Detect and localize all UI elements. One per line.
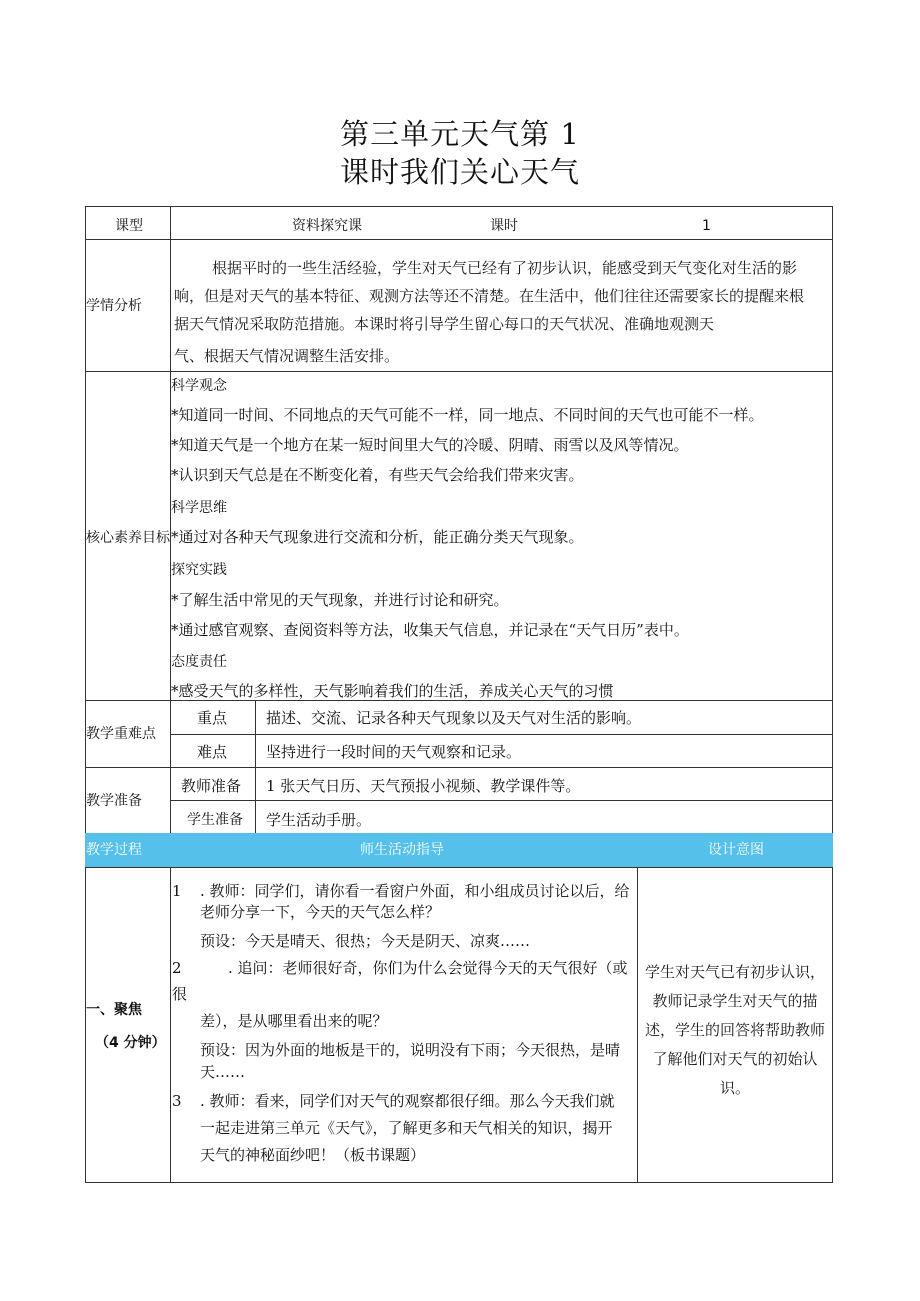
step-text: 天气的神秘面纱吧！（板书课题） [200, 1146, 426, 1164]
goal-item: *了解生活中常见的天气现象，并进行讨论和研究。 [171, 591, 509, 609]
intent-line: 识。 [719, 1079, 750, 1097]
analysis-line: 据天气情况采取防范措施。本课时将引导学生留心每口的天气状况、准确地观测天 [174, 315, 715, 333]
student-prep-text: 学生活动手册。 [266, 811, 372, 829]
lesson-type-value: 资料探究课 [292, 218, 362, 234]
step-preset: 预设：今天是晴天、很热；今天是阴天、凉爽…… [200, 932, 531, 950]
step-preset: 预设：因为外面的地板是干的，说明没有下雨；今天很热，是晴 [200, 1041, 621, 1059]
page-title-line-2: 课时我们关心天气 [339, 155, 580, 189]
stage-duration: （4 分钟） [95, 1035, 166, 1051]
analysis-line: 根据平时的一些生活经验，学生对天气已经有了初步认识，能感受到天气变化对生活的影 [212, 259, 798, 277]
stage-name: 一、聚焦 [86, 1002, 142, 1018]
goal-item: *认识到天气总是在不断变化着，有些天气会给我们带来灾害。 [171, 466, 584, 484]
step-number: 1 [172, 882, 182, 900]
step-preset: 天…… [200, 1063, 246, 1081]
key-points-label: 教学重难点 [86, 726, 156, 742]
process-header-intent: 设计意图 [708, 842, 764, 858]
intent-line: 了解他们对天气的初始认 [652, 1050, 818, 1068]
lesson-period-label: 课时 [490, 218, 518, 234]
page-title-line-1: 第三单元天气第 1 [340, 117, 580, 151]
step-number: 2 [172, 959, 182, 977]
intent-line: 教师记录学生对天气的描 [652, 992, 818, 1010]
goals-label: 核心素养目标 [86, 530, 170, 546]
goal-item: *通过对各种天气现象进行交流和分析，能正确分类天气现象。 [171, 528, 584, 546]
step-text: 一起走进第三单元《天气》，了解更多和天气相关的知识，揭开 [200, 1119, 613, 1137]
focus-text: 描述、交流、记录各种天气现象以及天气对生活的影响。 [266, 709, 642, 727]
step-text: . 追问：老师很好奇，你们为什么会觉得今天的天气很好（或 [228, 959, 628, 977]
process-header [85, 833, 833, 867]
goal-item: *感受天气的多样性，天气影响着我们的生活，养成关心天气的习惯 [171, 682, 614, 700]
goal-item: *知道同一时间、不同地点的天气可能不一样，同一地点、不同时间的天气也可能不一样。 [171, 406, 764, 424]
intent-line: 述，学生的回答将帮助教师 [644, 1021, 825, 1039]
step-text: 老师分享一下，今天的天气怎么样？ [200, 903, 441, 921]
step-number: 3 [172, 1092, 182, 1110]
step-text: 差），是从哪里看出来的呢？ [200, 1012, 388, 1030]
analysis-line: 响，但是对天气的基本特征、观测方法等还不清楚。在生活中，他们往往还需要家长的提醒来根 [174, 287, 805, 305]
difficulty-label: 难点 [197, 743, 228, 761]
goal-heading: 态度责任 [171, 654, 227, 670]
lesson-period-value: 1 [702, 218, 711, 234]
focus-label: 重点 [197, 709, 228, 727]
difficulty-text: 坚持进行一段时间的天气观察和记录。 [266, 743, 522, 761]
process-header-activity: 师生活动指导 [360, 842, 444, 858]
goal-item: *通过感官观察、查阅资料等方法，收集天气信息，并记录在“天气日历”表中。 [171, 621, 689, 639]
teacher-prep-text: 1 张天气日历、天气预报小视频、教学课件等。 [266, 777, 581, 795]
student-prep-label: 学生准备 [187, 812, 243, 828]
goal-heading: 科学观念 [171, 378, 227, 394]
goal-heading: 科学思维 [171, 500, 227, 516]
analysis-label: 学情分析 [86, 298, 142, 314]
design-intent [638, 958, 832, 1103]
goal-item: *知道天气是一个地方在某一短时间里大气的冷暖、阴晴、雨雪以及风等情况。 [171, 436, 689, 454]
step-text: 很 [172, 985, 188, 1003]
analysis-line: 气、根据天气情况调整生活安排。 [174, 347, 400, 365]
step-text: . 教师：看来，同学们对天气的观察都很仔细。那么今天我们就 [200, 1092, 615, 1110]
teacher-prep-label: 教师准备 [181, 777, 242, 795]
preparation-label: 教学准备 [86, 793, 142, 809]
goal-heading: 探究实践 [171, 562, 227, 578]
process-header-stage: 教学过程 [86, 842, 142, 858]
lesson-type-label: 课型 [115, 218, 143, 234]
analysis-text [174, 254, 830, 370]
intent-line: 学生对天气已有初步认识， [644, 963, 825, 981]
step-text: . 教师：同学们，请你看一看窗户外面，和小组成员讨论以后，给 [200, 882, 630, 900]
